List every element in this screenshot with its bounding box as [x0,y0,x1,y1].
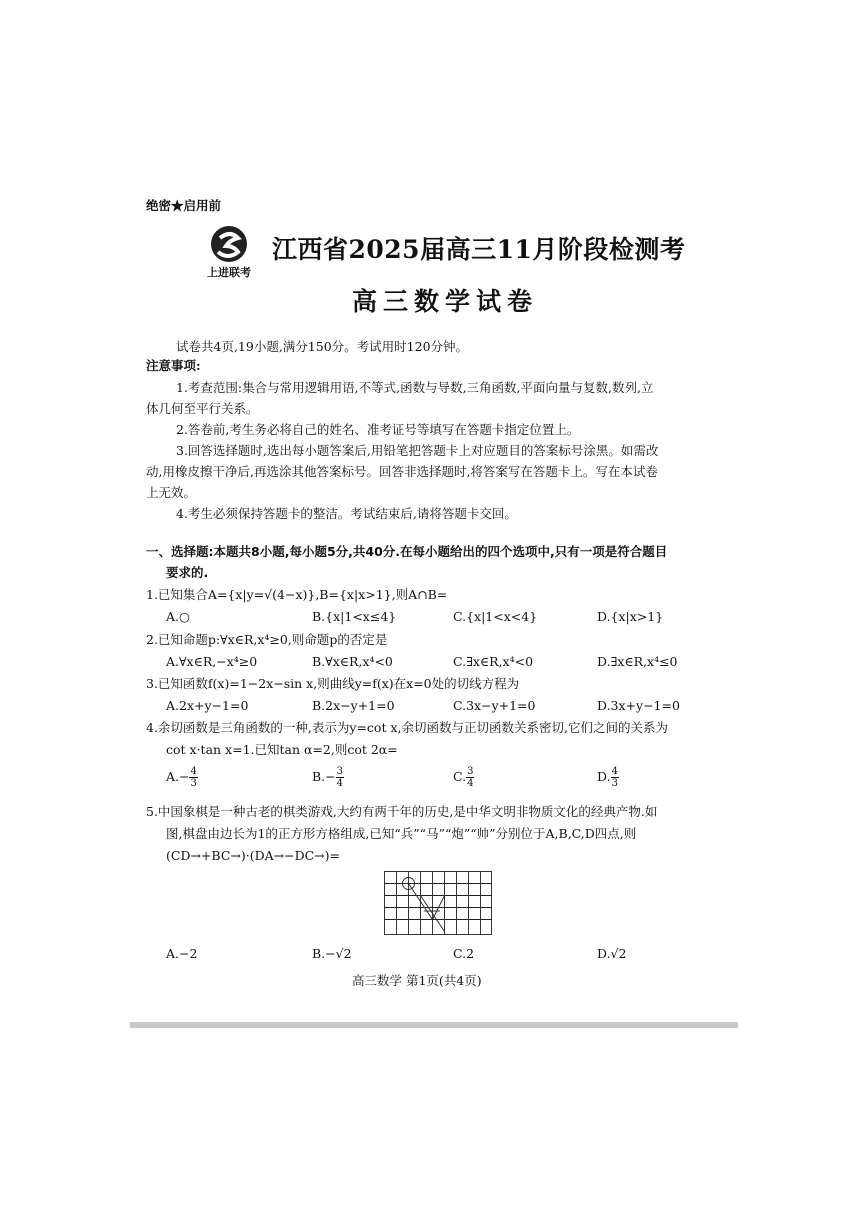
note-3-line1: 3.回答选择题时,选出每小题答案后,用铅笔把答题卡上对应题目的答案标号涂黑。如需改 [176,443,659,458]
page-divider [130,1022,738,1028]
q2-option-c: C.∃x∈R,x⁴<0 [453,654,534,669]
q1-option-c: C.{x|1<x<4} [453,609,538,624]
q4-option-b-fraction [336,766,344,789]
exam-logo-icon [204,224,262,280]
q4-option-c-fraction [466,766,474,789]
note-2: 2.答卷前,考生务必将自己的姓名、准考证号等填写在答题卡指定位置上。 [176,422,580,437]
exam-intro: 试卷共4页,19小题,满分150分。考试用时120分钟。 [176,339,469,354]
note-4: 4.考生必须保持答题卡的整洁。考试结束后,请将答题卡交回。 [176,506,517,521]
q4-option-a [166,766,198,789]
q4-option-a-fraction [189,766,197,789]
q2-option-b: B.∀x∈R,x⁴<0 [312,654,393,669]
q4-option-b-den: 4 [336,778,344,789]
q3-option-c: C.3x−y+1=0 [453,698,536,713]
q1-option-d: D.{x|x>1} [597,609,664,624]
q4-option-c [453,766,474,789]
q5-stem-line1: 5.中国象棋是一种古老的棋类游戏,大约有两千年的历史,是中华文明非物质文化的经典产物.如 [146,804,658,819]
q3-option-b: B.2x−y+1=0 [312,698,395,713]
q5-option-c: C.2 [453,946,475,961]
q2-option-d: D.∃x∈R,x⁴≤0 [597,654,678,669]
q4-option-c-den: 4 [467,778,474,789]
note-3-line2: 动,用橡皮擦干净后,再选涂其他答案标号。回答非选择题时,将答案写在答题卡上。写在本试卷 [146,464,658,479]
q4-option-d [597,766,619,789]
q1-stem: 1.已知集合A={x|y=√(4−x)},B={x|x>1},则A∩B= [146,587,448,602]
q3-stem: 3.已知函数f(x)=1−2x−sin x,则曲线y=f(x)在x=0处的切线方程为 [146,676,520,691]
note-1-line2: 体几何至平行关系。 [146,401,259,416]
q2-stem: 2.已知命题p:∀x∈R,x⁴≥0,则命题p的否定是 [146,632,388,647]
exam-title: 江西省2025届高三11月阶段检测考 [272,235,686,264]
q1-option-b: B.{x|1<x≤4} [312,609,397,624]
q4-option-d-den: 3 [611,778,618,789]
paper-subtitle: 高三数学试卷 [352,287,539,316]
q5-stem-line2: 图,棋盘由边长为1的正方形方格组成,已知“兵”“马”“炮”“帅”分别位于A,B,C,D四点,则 [166,826,637,841]
q4-option-b [312,766,344,789]
q5-option-d: D.√2 [597,946,627,961]
q5-option-b: B.−√2 [312,946,352,961]
section-heading-line2: 要求的. [166,565,209,580]
q4-stem-line1: 4.余切函数是三角函数的一种,表示为y=cot x,余切函数与正切函数关系密切,它们之间的关系为 [146,720,668,735]
page-footer: 高三数学 第1页(共4页) [352,973,482,988]
q4-stem-line2: cot x·tan x=1.已知tan α=2,则cot 2α= [166,742,398,757]
q5-stem-line3: (CD→+BC→)·(DA→−DC→)= [166,848,340,863]
q4-option-a-den: 3 [190,778,197,789]
q4-option-b-label: B.− [312,769,336,784]
notes-heading: 注意事项: [146,358,201,373]
q4-option-c-label: C. [453,769,467,784]
q4-option-b-num: 3 [336,766,344,777]
q4-option-d-label: D. [597,769,611,784]
q4-option-d-fraction [611,766,619,789]
q4-option-a-num: 4 [190,766,197,777]
q5-option-a: A.−2 [166,946,198,961]
svg-text:上进联考: 上进联考 [207,266,251,279]
note-1-line1: 1.考查范围:集合与常用逻辑用语,不等式,函数与导数,三角函数,平面向量与复数,数列,立 [176,380,654,395]
q3-option-d: D.3x+y−1=0 [597,698,680,713]
confidential-mark: 绝密★启用前 [146,198,222,213]
note-3-line3: 上无效。 [146,485,197,500]
q4-option-d-num: 4 [611,766,618,777]
q4-option-a-label: A.− [166,769,190,784]
chess-board-figure [384,871,492,935]
q1-option-a: A.○ [166,609,190,624]
q4-option-c-num: 3 [467,766,474,777]
q3-option-a: A.2x+y−1=0 [166,698,249,713]
q2-option-a: A.∀x∈R,−x⁴≥0 [166,654,258,669]
section-heading-line1: 一、选择题:本题共8小题,每小题5分,共40分.在每小题给出的四个选项中,只有一项是符合题目 [146,544,668,559]
